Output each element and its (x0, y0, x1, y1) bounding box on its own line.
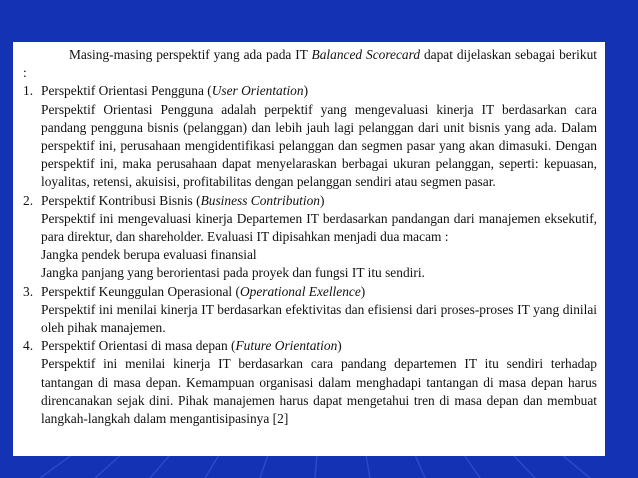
section-title-text: Perspektif Kontribusi Bisnis ( (41, 192, 201, 208)
section-body: Perspektif ini menilai kinerja IT berdasarkan cara pandang departemen IT itu sendiri terhadap tantangan di masa depan. Kemampuan organisasi dalam menghadapi tantangan di masa depan harus direncanakan sejak dini. Pihak manajemen harus dapat mengetahui tren di masa depan dan membuat langkah-langkah dalam mengantisipasinya [2] (41, 356, 597, 427)
section-title-close: ) (303, 83, 309, 99)
section-heading (23, 283, 597, 301)
section-body: Perspektif ini mengevaluasi kinerja Departemen IT berdasarkan pandangan dari manajemen eksekutif, para direktur, dan shareholder. Evaluasi IT dipisahkan menjadi dua macam : (41, 210, 597, 245)
section-title (41, 82, 308, 100)
section-title-close: ) (320, 192, 325, 208)
section-body: Perspektif ini menilai kinerja IT berdasarkan efektivitas dan efisiensi dari proses-proses IT yang dinilai oleh pihak manajemen. (41, 301, 597, 336)
section-title (41, 337, 342, 355)
section-heading (23, 337, 597, 355)
section-title-english: Operational Exellence (239, 283, 361, 299)
section-operational-excellence (23, 283, 597, 338)
intro-paragraph (23, 46, 597, 82)
section-number: 4. (23, 338, 34, 354)
section-heading (23, 192, 597, 210)
section-title-text: Perspektif Orientasi di masa depan ( (41, 338, 236, 354)
section-heading (23, 82, 597, 100)
section-title-text: Perspektif Keunggulan Operasional ( (41, 283, 240, 299)
section-future-orientation (23, 337, 597, 428)
section-title-english: Business Contribution (200, 192, 320, 208)
section-business-contribution (23, 192, 597, 283)
section-body: Perspektif Orientasi Pengguna adalah perpektif yang mengevaluasi kinerja IT berdasarkan cara pandang pengguna bisnis (pelanggan) dan lebih jauh lagi pelanggan dari unit bisnis yang ada. Dalam perspektif ini, perusahaan mengidentifikasi pelanggan dan segmen pasar yang akan dimasuki. Dengan perspektif ini, maka perusahaan dapat menyelaraskan berbagai ukuran pelanggan, seperti: kepuasan, loyalitas, retensi, akuisisi, profitabilitas dengan pelanggan sendiri atau segmen pasar. (41, 101, 597, 190)
section-number: 3. (23, 283, 34, 299)
document-panel (13, 42, 605, 456)
section-title-close: ) (337, 338, 342, 354)
section-number: 2. (23, 192, 34, 208)
section-title (41, 192, 324, 210)
intro-term: Balanced Scorecard (311, 47, 421, 62)
section-line-short-term: Jangka pendek berupa evaluasi finansial (41, 247, 257, 263)
section-title-text: Perspektif Orientasi Pengguna ( (41, 83, 212, 99)
intro-before: Masing-masing perspektif yang ada pada IT (69, 47, 312, 62)
section-title-english: User Orientation (211, 83, 304, 99)
section-line-long-term: Jangka panjang yang berorientasi pada proyek dan fungsi IT itu sendiri. (41, 265, 425, 281)
section-title-english: Future Orientation (235, 338, 338, 354)
section-number: 1. (23, 83, 34, 99)
section-title-close: ) (360, 283, 366, 299)
intro-after: dapat dijelaskan sebagai berikut : (23, 47, 597, 81)
section-user-orientation (23, 82, 597, 191)
section-title (41, 283, 365, 301)
